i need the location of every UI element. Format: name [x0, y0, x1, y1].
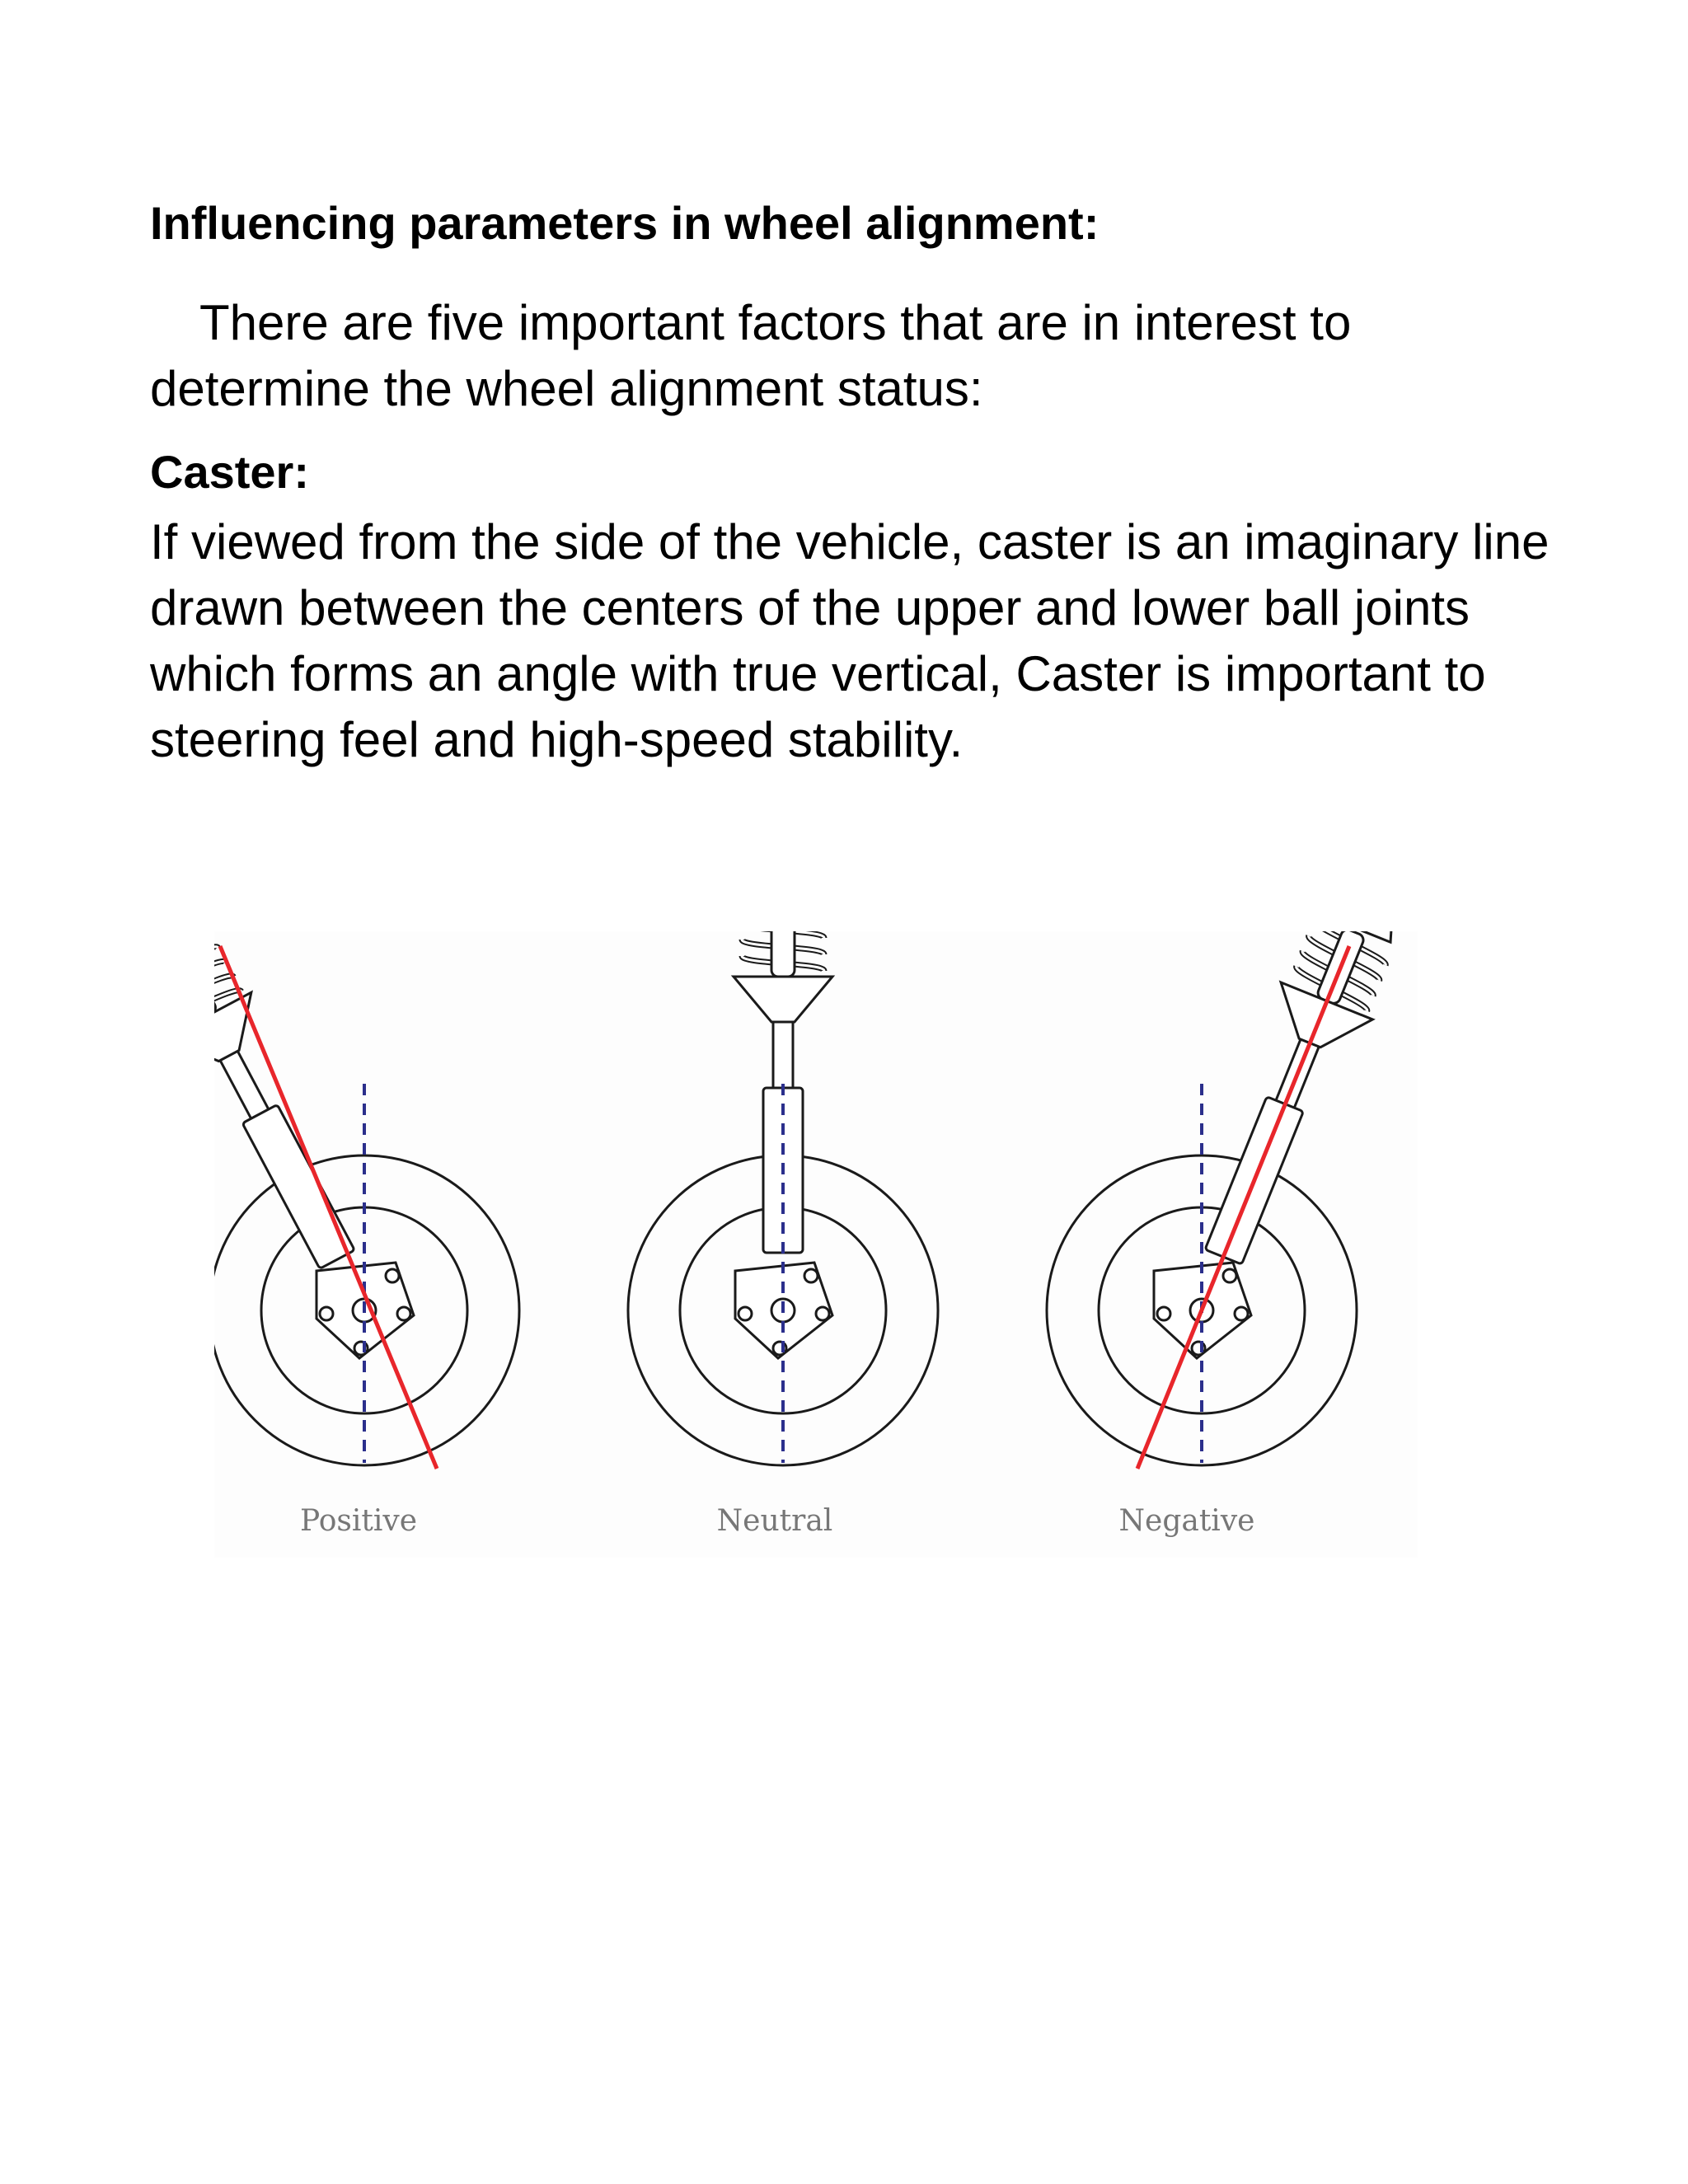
caster-diagram: [214, 931, 1418, 1558]
negative-caster-illustration: [1047, 931, 1412, 1469]
caption-neutral: Neutral: [716, 1504, 833, 1538]
positive-caster-illustration: [214, 931, 519, 1469]
caption-positive: Positive: [299, 1504, 418, 1538]
neutral-caster-illustration: [628, 931, 938, 1465]
caster-title: Caster:: [150, 446, 309, 498]
caster-description: If viewed from the side of the vehicle, caster is an imaginary line drawn between the centers of the upper and lower ball joints which forms an angle with true vertical, Caster is important to steering feel and high-speed stability.: [150, 514, 1550, 767]
caption-negative: Negative: [1118, 1504, 1255, 1538]
section-heading: Influencing parameters in wheel alignment:: [150, 197, 1100, 249]
intro-paragraph: There are five important factors that are in interest to determine the wheel alignment status:: [150, 295, 1352, 416]
caster-diagram-figure: [214, 931, 1418, 1558]
caster-axis-line: [220, 946, 437, 1469]
